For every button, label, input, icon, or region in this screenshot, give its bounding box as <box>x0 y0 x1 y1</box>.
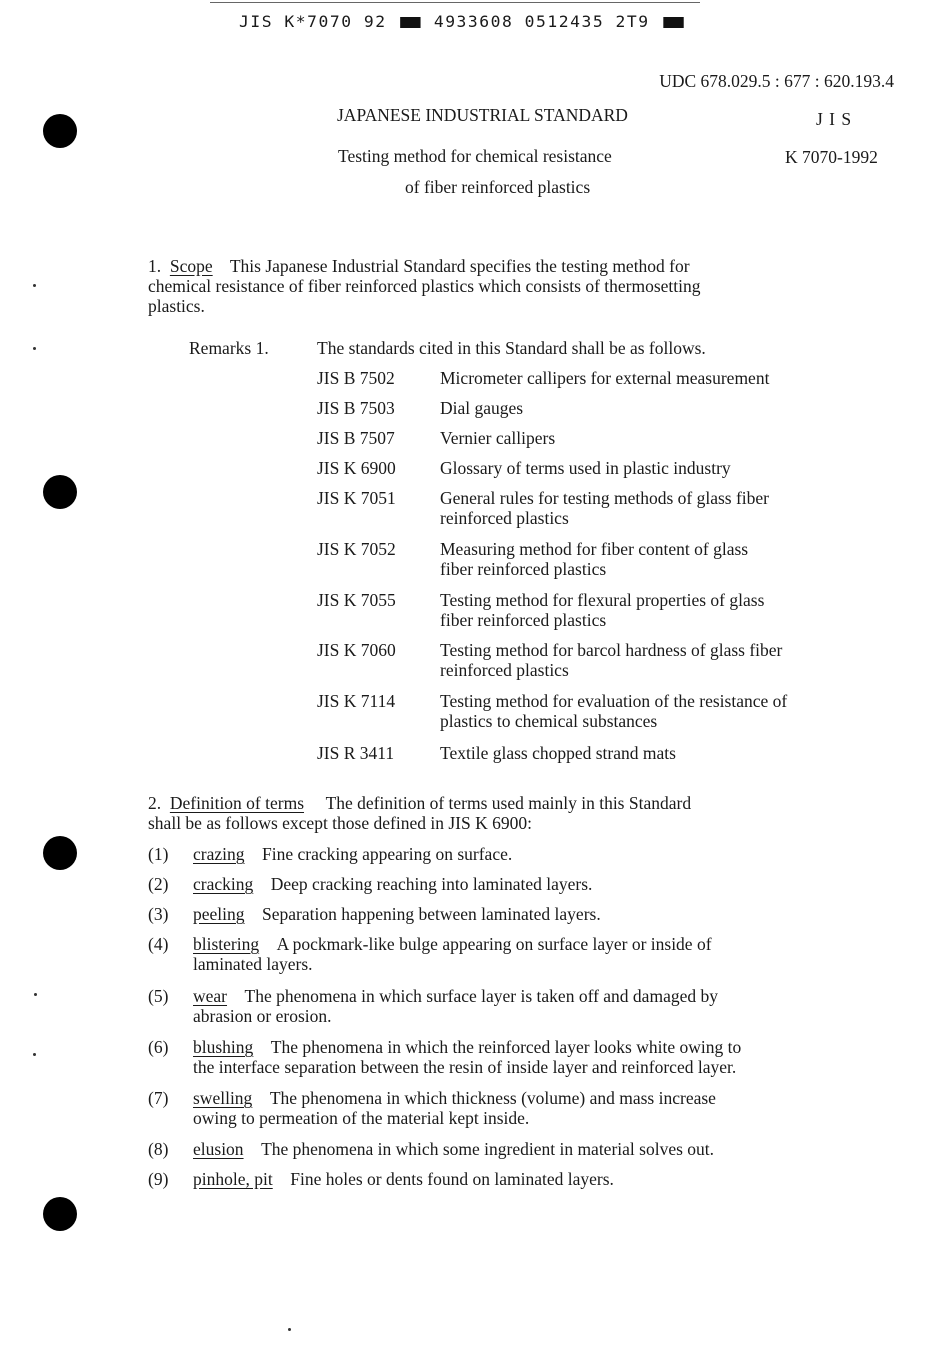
standard-title-line2: fiber reinforced plastics <box>440 559 607 579</box>
section1-number: 1. <box>148 256 162 276</box>
standard-title: Micrometer callipers for external measurement <box>440 368 770 388</box>
standard-title: Testing method for evaluation of the resistance of <box>440 691 788 711</box>
standard-code: JIS K 7051 <box>317 488 396 508</box>
speck <box>288 1328 291 1331</box>
term-definition: Separation happening between laminated layers. <box>262 904 601 924</box>
title-line2: of fiber reinforced plastics <box>405 177 591 197</box>
standard-title-line2: fiber reinforced plastics <box>440 610 607 630</box>
jis-mark: J I S <box>816 109 853 129</box>
udc-number: UDC 678.029.5 : 677 : 620.193.4 <box>659 71 894 91</box>
term-definition-line2: the interface separation between the resin of inside layer and reinforced layer. <box>193 1057 737 1077</box>
speck <box>33 1053 36 1056</box>
term-number: (5) <box>148 986 169 1006</box>
term: crazing <box>193 844 245 864</box>
standard-title-line2: reinforced plastics <box>440 508 569 528</box>
term-definition: The phenomena in which thickness (volume) and mass increase <box>269 1088 716 1108</box>
section2-heading: Definition of terms <box>169 793 305 813</box>
punch-hole-icon <box>43 1197 77 1231</box>
standard-title: Glossary of terms used in plastic industry <box>440 458 731 478</box>
standard-code: JIS K 7114 <box>317 691 396 711</box>
term: pinhole, pit <box>193 1169 273 1189</box>
black-block-icon <box>400 17 420 28</box>
term: blushing <box>193 1037 254 1057</box>
standard-type: JAPANESE INDUSTRIAL STANDARD <box>337 105 628 125</box>
term-number: (7) <box>148 1088 169 1108</box>
standard-code: JIS R 3411 <box>317 743 395 763</box>
standard-code: JIS B 7507 <box>317 428 395 448</box>
standard-title: Testing method for flexural properties of glass <box>440 590 765 610</box>
speck <box>33 347 36 350</box>
term: elusion <box>193 1139 244 1159</box>
term-definition-line2: abrasion or erosion. <box>193 1006 332 1026</box>
standard-code: JIS B 7502 <box>317 368 395 388</box>
standard-code: JIS B 7503 <box>317 398 395 418</box>
term-definition: Fine holes or dents found on laminated layers. <box>290 1169 614 1189</box>
section2-text-line2: shall be as follows except those defined in JIS K 6900: <box>148 813 532 833</box>
section2-text: The definition of terms used mainly in this Standard <box>325 793 692 813</box>
term-number: (1) <box>148 844 169 864</box>
standard-title: Dial gauges <box>440 398 524 418</box>
term-definition: A pockmark-like bulge appearing on surface layer or inside of <box>276 934 712 954</box>
remarks-label: Remarks 1. <box>189 338 269 358</box>
section1-scope <box>148 256 868 316</box>
term: cracking <box>193 874 254 894</box>
header-code-part1: JIS K*7070 92 <box>239 12 387 31</box>
section1-text-line2: chemical resistance of fiber reinforced plastics which consists of thermosetting <box>148 276 701 296</box>
standard-number: K 7070-1992 <box>785 147 878 167</box>
term-number: (4) <box>148 934 169 954</box>
standard-title: General rules for testing methods of glass fiber <box>440 488 770 508</box>
term-number: (8) <box>148 1139 169 1159</box>
remarks-intro: The standards cited in this Standard shall be as follows. <box>317 338 706 358</box>
standard-title: Measuring method for fiber content of glass <box>440 539 749 559</box>
standard-title: Vernier callipers <box>440 428 556 448</box>
title-line1: Testing method for chemical resistance <box>338 146 612 166</box>
punch-hole-icon <box>43 836 77 870</box>
term: wear <box>193 986 228 1006</box>
term-number: (2) <box>148 874 169 894</box>
header-code <box>239 12 685 31</box>
term: swelling <box>193 1088 253 1108</box>
term-number: (6) <box>148 1037 169 1057</box>
term-definition-line2: laminated layers. <box>193 954 313 974</box>
section1-text-line3: plastics. <box>148 296 205 316</box>
top-rule <box>210 2 700 3</box>
term: peeling <box>193 904 245 924</box>
term-definition: Deep cracking reaching into laminated layers. <box>270 874 593 894</box>
term-definition: The phenomena in which some ingredient in material solves out. <box>261 1139 715 1159</box>
standard-title-line2: plastics to chemical substances <box>440 711 658 731</box>
punch-hole-icon <box>43 475 77 509</box>
standard-code: JIS K 6900 <box>317 458 396 478</box>
black-block-icon <box>663 17 683 28</box>
term: blistering <box>193 934 260 954</box>
term-definition: The phenomena in which surface layer is taken off and damaged by <box>244 986 718 1006</box>
section2-definitions <box>148 793 868 833</box>
speck <box>33 284 36 287</box>
standard-title: Textile glass chopped strand mats <box>440 743 676 763</box>
term-definition-line2: owing to permeation of the material kept inside. <box>193 1108 530 1128</box>
term-number: (3) <box>148 904 169 924</box>
punch-hole-icon <box>43 114 77 148</box>
standard-title: Testing method for barcol hardness of glass fiber <box>440 640 783 660</box>
standard-code: JIS K 7055 <box>317 590 396 610</box>
standard-code: JIS K 7060 <box>317 640 396 660</box>
term-definition: The phenomena in which the reinforced layer looks white owing to <box>270 1037 742 1057</box>
section1-text: This Japanese Industrial Standard specifies the testing method for <box>229 256 690 276</box>
standard-code: JIS K 7052 <box>317 539 396 559</box>
term-number: (9) <box>148 1169 169 1189</box>
speck <box>34 993 37 996</box>
term-definition: Fine cracking appearing on surface. <box>262 844 513 864</box>
header-code-part2: 4933608 0512435 2T9 <box>433 12 650 31</box>
standard-title-line2: reinforced plastics <box>440 660 569 680</box>
section2-number: 2. <box>148 793 162 813</box>
section1-heading: Scope <box>169 256 213 276</box>
